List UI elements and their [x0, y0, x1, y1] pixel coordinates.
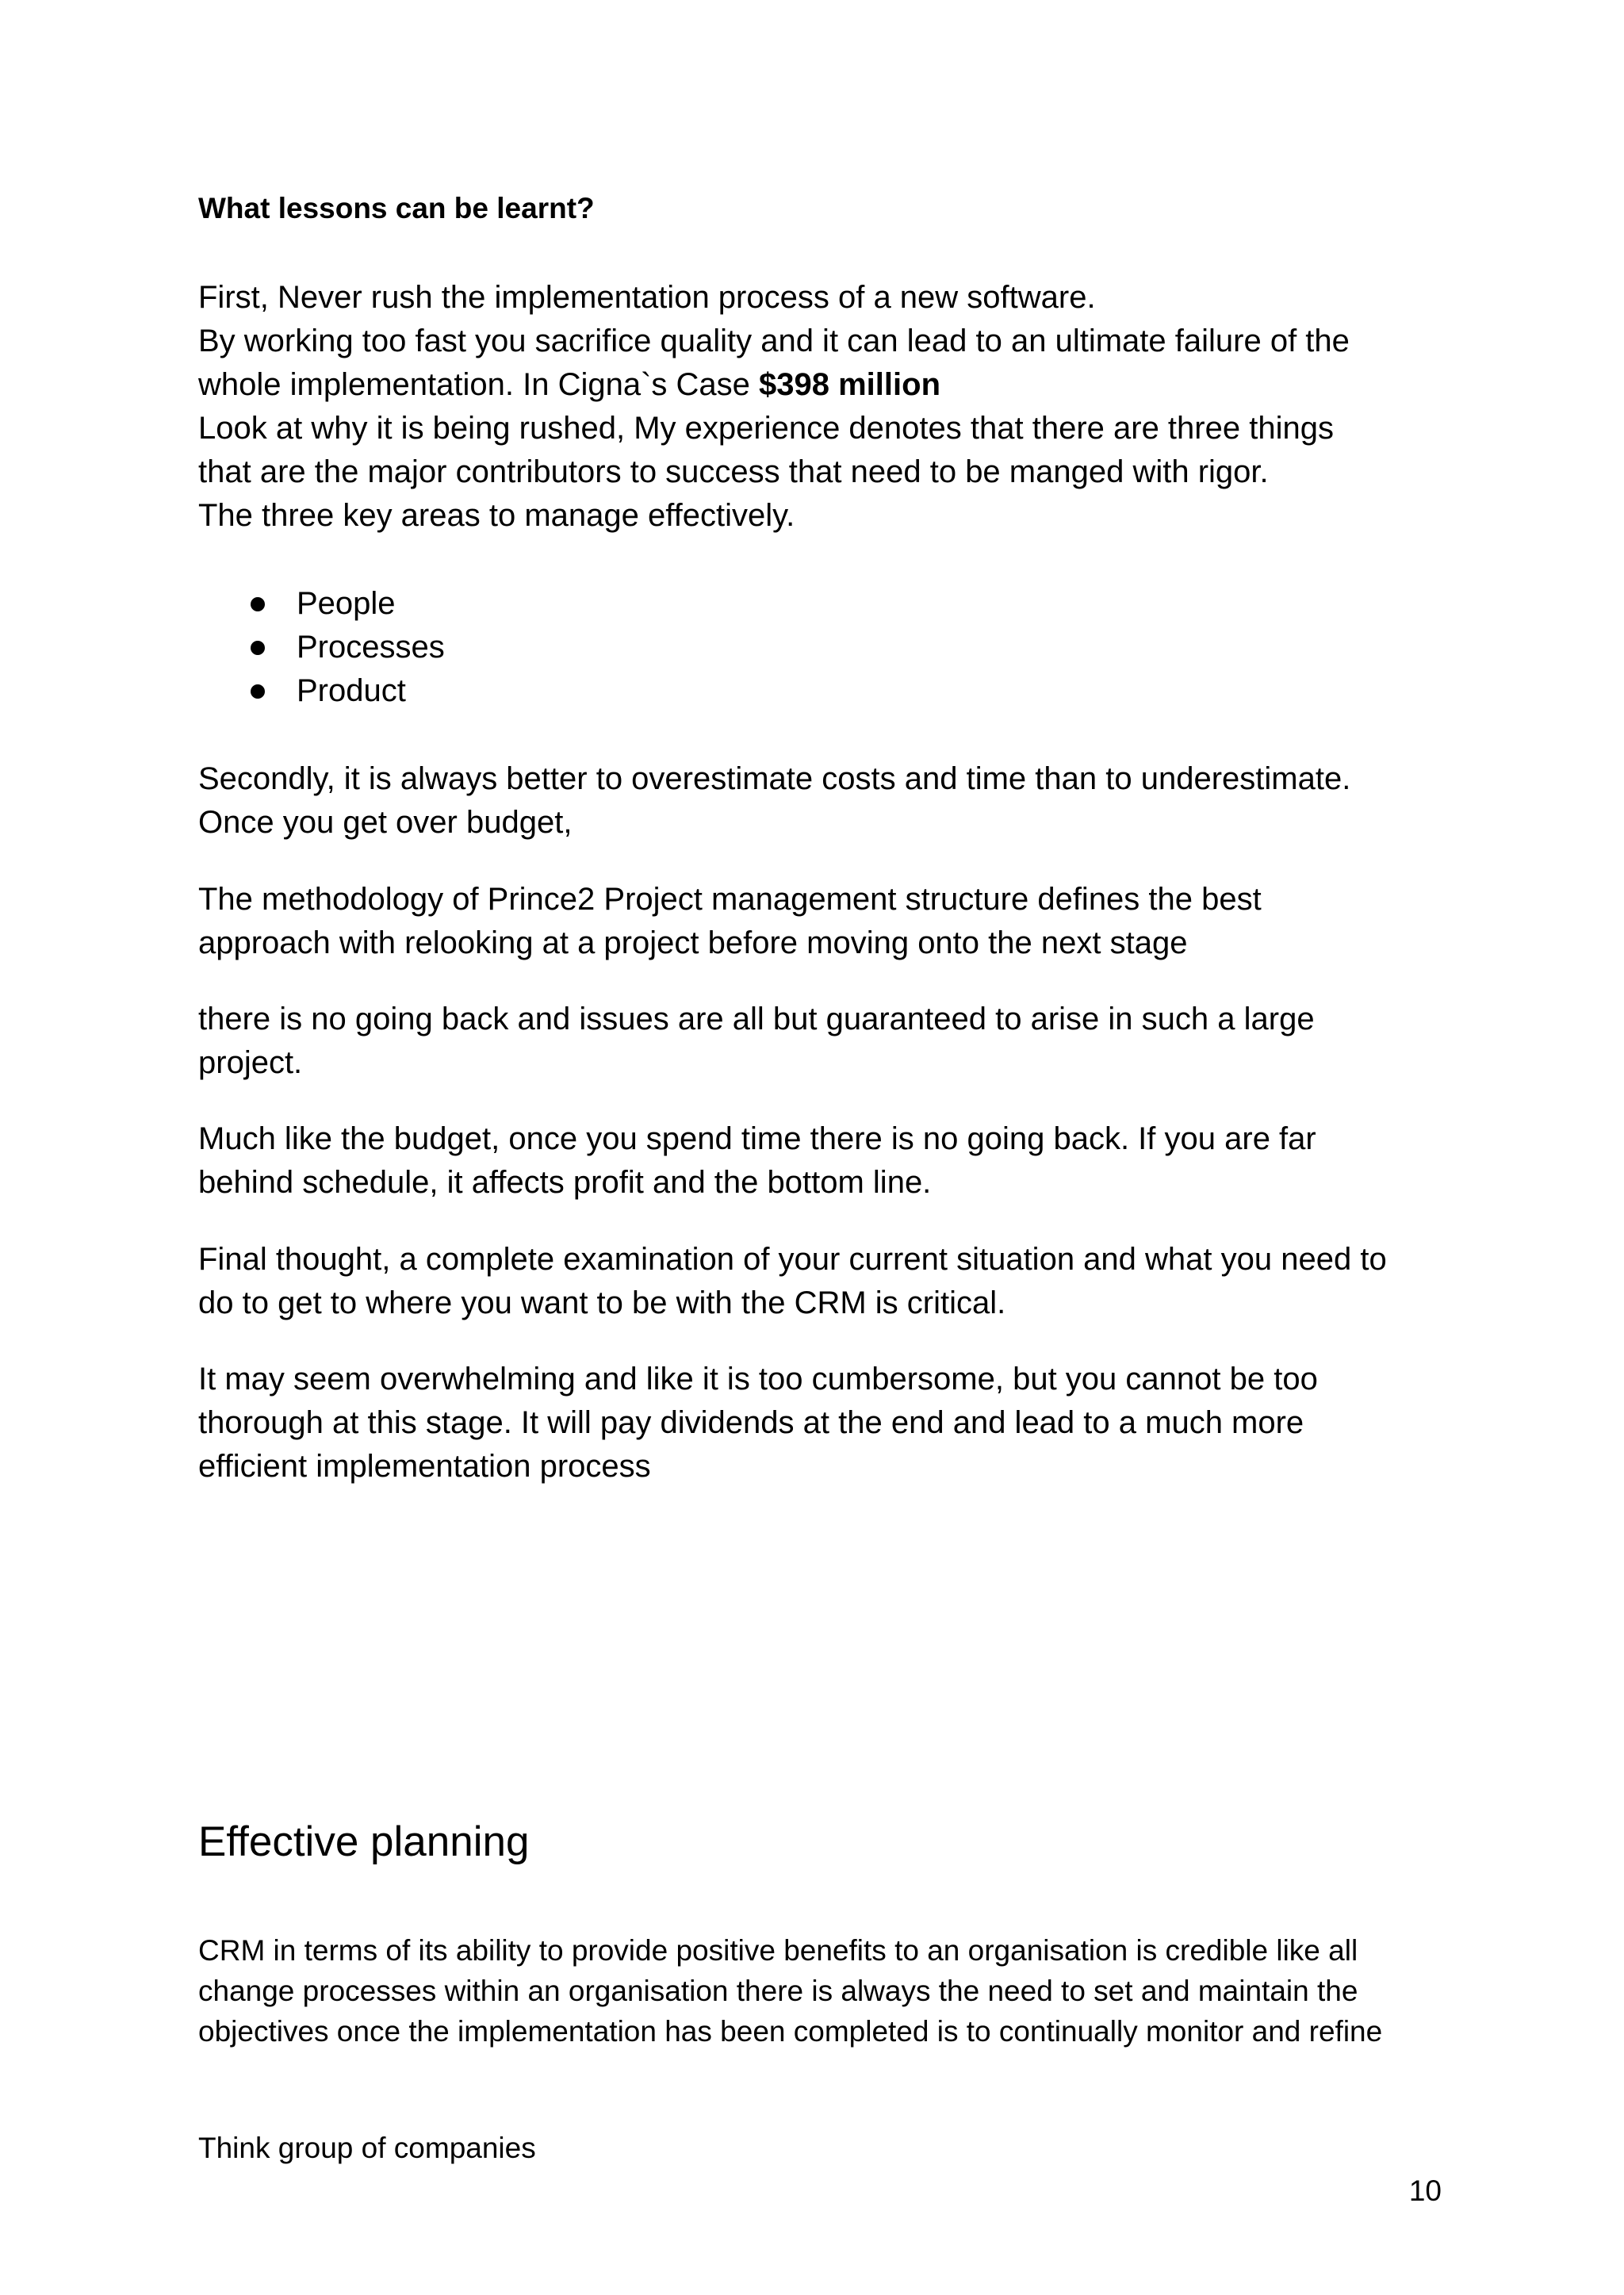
- list-item-label: People: [297, 586, 396, 621]
- paragraph-no-going-back: [198, 998, 1315, 1085]
- text-line: objectives once the implementation has been completed is to continually monitor and refine: [198, 2015, 1383, 2048]
- cost-highlight: $398 million: [759, 367, 940, 402]
- paragraph-budget: [198, 1117, 1316, 1205]
- paragraph-final-thought: [198, 1238, 1387, 1325]
- list-item: [198, 582, 445, 626]
- text-line: Look at why it is being rushed, My experience denotes that there are three things: [198, 411, 1334, 446]
- bullet-icon: [251, 684, 265, 699]
- text-line: The methodology of Prince2 Project management structure defines the best: [198, 882, 1262, 917]
- list-item-label: Processes: [297, 630, 445, 665]
- text-line: do to get to where you want to be with the CRM is critical.: [198, 1285, 1006, 1320]
- text-line: that are the major contributors to success that need to be manged with rigor.: [198, 454, 1269, 489]
- text-line: Secondly, it is always better to overestimate costs and time than to underestimate.: [198, 761, 1351, 796]
- text-line: It may seem overwhelming and like it is too cumbersome, but you cannot be too: [198, 1362, 1318, 1397]
- text-line: The three key areas to manage effectively.: [198, 498, 795, 533]
- paragraph-crm: [198, 1930, 1382, 2052]
- text-line: project.: [198, 1045, 303, 1080]
- text-line: there is no going back and issues are all but guaranteed to arise in such a large: [198, 1002, 1315, 1036]
- bullet-icon: [251, 597, 265, 611]
- page-number: 10: [1408, 2174, 1442, 2207]
- list-item-label: Product: [297, 673, 406, 708]
- text-line: CRM in terms of its ability to provide positive benefits to an organisation is credible like all: [198, 1934, 1358, 1967]
- footer-text: Think group of companies: [198, 2132, 536, 2164]
- text-line: Once you get over budget,: [198, 805, 573, 840]
- text-line: change processes within an organisation there is always the need to set and maintain the: [198, 1975, 1358, 2007]
- text-run: whole implementation. In Cigna`s Case: [198, 367, 760, 402]
- list-item: [198, 626, 445, 669]
- paragraph-overwhelming: [198, 1358, 1318, 1488]
- text-line: approach with relooking at a project before moving onto the next stage: [198, 925, 1188, 960]
- paragraph-secondly: [198, 757, 1350, 845]
- text-line: behind schedule, it affects profit and the bottom line.: [198, 1165, 932, 1200]
- list-item: [198, 669, 445, 713]
- bullet-icon: [251, 641, 265, 655]
- text-line: [198, 363, 1350, 407]
- text-line: thorough at this stage. It will pay dividends at the end and lead to a much more: [198, 1405, 1304, 1440]
- text-line: First, Never rush the implementation process of a new software.: [198, 280, 1096, 315]
- paragraph-methodology: [198, 878, 1262, 965]
- text-line: efficient implementation process: [198, 1449, 651, 1484]
- text-line: By working too fast you sacrifice quality and it can lead to an ultimate failure of the: [198, 324, 1350, 358]
- section-heading-lessons: What lessons can be learnt?: [198, 192, 595, 224]
- text-line: Final thought, a complete examination of your current situation and what you need to: [198, 1242, 1387, 1277]
- text-line: Much like the budget, once you spend time there is no going back. If you are far: [198, 1121, 1316, 1156]
- paragraph-first: [198, 276, 1350, 538]
- section-heading-planning: Effective planning: [198, 1818, 530, 1865]
- key-areas-list: [198, 582, 445, 713]
